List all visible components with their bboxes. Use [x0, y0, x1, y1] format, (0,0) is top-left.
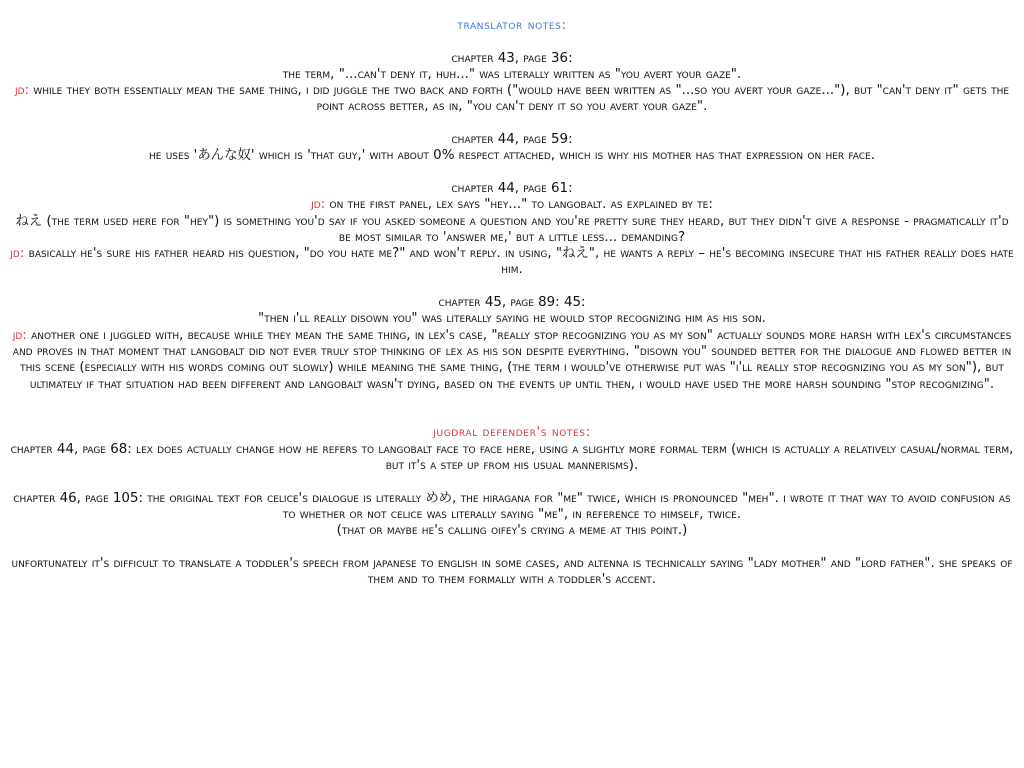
jd-note-text: while they both essentially mean the same thing, i did juggle the two back and forth ("would have been written as "...so you avert your gaze..."), but "can't deny it" gets the point across better, as in, "you can't deny it so you avert your gaze". — [33, 83, 1010, 115]
note-chapter-44-59-title: chapter 44, page 59: — [451, 132, 573, 148]
jd-tag: jd: — [14, 83, 30, 99]
note-chapter-44-61-jd-1 — [8, 197, 1016, 213]
note-chapter-43-title: chapter 43, page 36: — [451, 50, 573, 66]
note-chapter-44-61-jd-2 — [8, 246, 1016, 279]
note-chapter-43-jd — [8, 83, 1016, 116]
jugdral-defender-notes-heading: jugdral defender's notes: — [433, 425, 591, 441]
note-chapter-45-title: chapter 45, page 89: 45: — [438, 295, 586, 311]
note-chapter-43-line: the term, "...can't deny it, huh..." was literally written as "you avert your gaze". — [282, 66, 742, 82]
note-chapter-44-61-te: ねえ (the term used here for "hey") is something you'd say if you asked someone a question and you're pretty sure they heard, but they didn't give a response - pragmatically it'd be most similar to 'answer me,' but a little less... demanding? — [15, 213, 1009, 245]
jd-tag: jd: — [10, 246, 25, 262]
defender-note-altenna: unfortunately it's difficult to translate a toddler's speech from japanese to english in some cases, and altenna is technically saying "lady mother" and "lord father". she speaks of them and to them formally with a toddler's accent. — [11, 555, 1013, 588]
jd-tag: jd: — [12, 327, 27, 343]
jd-note-text: on the first panel, lex says "hey..." to langobalt. as explained by te: — [329, 197, 713, 213]
jd-tag: jd: — [311, 197, 326, 213]
note-chapter-45-line: "then i'll really disown you" was literally saying he would stop recognizing him as his son. — [258, 311, 766, 327]
jd-note-text: basically he's sure his father heard his question, "do you hate me?" and won't reply. in using, "ねえ", he wants a reply – he's becoming insecure that his father really does hate him. — [28, 246, 1014, 278]
defender-note-chapter-44: chapter 44, page 68: lex does actually change how he refers to langobalt face to face here, using a slightly more formal term (which is actually a relatively casual/normal term, but it's a step up from his usual mannerisms). — [10, 441, 1014, 474]
note-chapter-45-jd — [8, 328, 1016, 393]
note-chapter-44-61-title: chapter 44, page 61: — [451, 180, 573, 196]
translator-notes-heading: translator notes: — [457, 18, 567, 33]
defender-note-chapter-46: chapter 46, page 105: the original text for celice's dialogue is literally めめ, the hiragana for "me" twice, which is pronounced "meh". i wrote it that way to avoid confusion as to whether or not celice was literally saying "me", in reference to himself, twice. — [13, 490, 1011, 522]
jd-note-text: another one i juggled with, because while they mean the same thing, in lex's case, "really stop recognizing you as my son" actually sounds more harsh with lex's circumstances and proves in that moment that langobalt did not ever truly stop thinking of lex as his son despite everything. "disown you" sounded better for the dialogue and flowed better in this scene (especially with his words coming out slowly) while meaning the same thing, (the term i would've otherwise put was "i'll really stop recognizing you as my son"), but ultimately if that situation had been different and langobalt wasn't dying, based on the events up until then, i would have used the more harsh sounding "stop recognizing". — [12, 327, 1012, 392]
note-chapter-44-59-line: he uses 'あんな奴' which is 'that guy,' with about 0% respect attached, which is why his mother has that expression on her face. — [149, 148, 875, 164]
defender-note-chapter-46-aside: (that or maybe he's calling oifey's crying a meme at this point.) — [336, 523, 688, 539]
